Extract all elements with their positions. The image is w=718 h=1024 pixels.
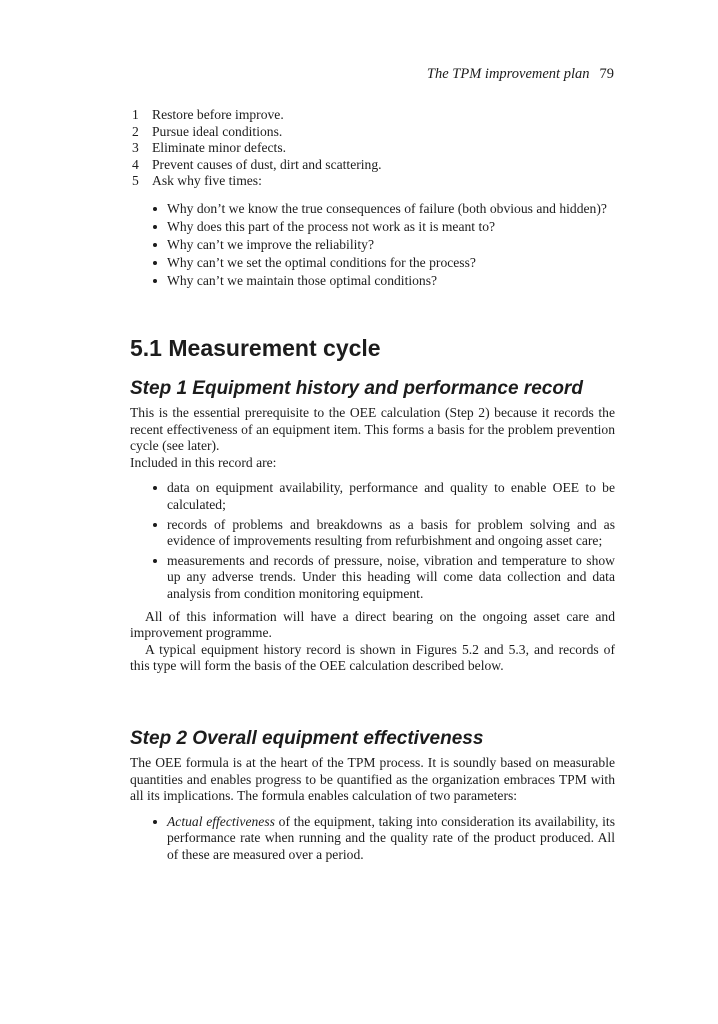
section-heading: 5.1 Measurement cycle: [130, 335, 381, 361]
step1-bullet-item: [150, 553, 615, 603]
list-item-text: Restore before improve.: [152, 107, 284, 122]
list-number: 4: [132, 156, 139, 172]
running-header: [427, 66, 614, 83]
step1-intro-paragraph: This is the essential prerequisite to the OEE calculation (Step 2) because it records the recent effectiveness of an equipment item. This forms a basis for the problem prevention cycle (see later).: [130, 405, 615, 454]
running-header-title: The TPM improvement plan: [426, 66, 590, 82]
bullet-icon: [153, 279, 157, 283]
list-number: 5: [132, 173, 139, 189]
step1-bullet-item: [150, 517, 615, 550]
numbered-list-item: [130, 173, 615, 190]
step1-bullet-list: [130, 480, 615, 602]
numbered-list-item: [130, 107, 615, 124]
why-list-text: Why don’t we know the true consequences of failure (both obvious and hidden)?: [167, 201, 607, 216]
bullet-icon: [153, 207, 157, 211]
why-list-item: [150, 219, 615, 236]
step2-bullet-text: of the equipment, taking into consideration its availability, its performance rate when running and the quality rate of the product produced. All of these are measured over a period.: [167, 813, 615, 862]
step1-bullet-text: data on equipment availability, performance and quality to enable OEE to be calculated;: [167, 480, 615, 512]
step1-body: [130, 405, 615, 675]
bullet-icon: [153, 261, 157, 265]
step1-heading: Step 1 Equipment history and performance record: [130, 378, 583, 399]
numbered-list-item: [130, 124, 615, 141]
bullet-icon: [153, 486, 157, 490]
why-list: [150, 201, 615, 291]
step1-paragraph-3: A typical equipment history record is shown in Figures 5.2 and 5.3, and records of this type will form the basis of the OEE calculation described below.: [130, 641, 615, 674]
page-number: 79: [599, 66, 614, 82]
why-list-text: Why can’t we maintain those optimal conditions?: [167, 273, 438, 289]
list-number: 1: [132, 107, 139, 122]
why-list-text: Why can’t we improve the reliability?: [167, 237, 374, 253]
bullet-icon: [153, 523, 157, 527]
list-item-text: Eliminate minor defects.: [152, 140, 287, 156]
step2-bullet-item: [150, 814, 615, 864]
why-list-item: [150, 273, 615, 290]
why-list-item: [150, 201, 615, 218]
why-list-item: [150, 237, 615, 254]
step1-paragraph-2: All of this information will have a direct bearing on the ongoing asset care and improvement programme.: [130, 608, 615, 641]
why-list-item: [150, 255, 615, 272]
why-list-text: Why does this part of the process not work as it is meant to?: [167, 219, 496, 235]
numbered-list-item: [130, 140, 615, 157]
numbered-list: [130, 107, 615, 190]
list-item-text: Prevent causes of dust, dirt and scattering.: [152, 156, 382, 172]
step1-included-label: Included in this record are:: [130, 454, 277, 470]
step2-body: [130, 755, 615, 867]
bullet-icon: [153, 820, 157, 824]
list-number: 3: [132, 140, 139, 156]
step2-heading: Step 2 Overall equipment effectiveness: [130, 728, 484, 749]
numbered-list-item: [130, 157, 615, 174]
step2-bullet-list: [130, 814, 615, 864]
step2-intro-paragraph: The OEE formula is at the heart of the TPM process. It is soundly based on measurable quantities and enables progress to be quantified as the organization embraces TPM with all its implications. The formula enables calculation of two parameters:: [130, 755, 615, 804]
bullet-icon: [153, 243, 157, 247]
list-item-text: Pursue ideal conditions.: [152, 123, 283, 139]
step1-bullet-item: [150, 480, 615, 513]
step1-bullet-text: measurements and records of pressure, noise, vibration and temperature to show up any adverse trends. Under this heading will come data collection and data analysis from condition monitoring equipment.: [167, 552, 615, 601]
bullet-icon: [153, 225, 157, 229]
why-list-text: Why can’t we set the optimal conditions for the process?: [167, 255, 476, 271]
step1-bullet-text: records of problems and breakdowns as a basis for problem solving and as evidence of improvements resulting from refurbishment and ongoing asset care;: [167, 516, 615, 549]
list-number: 2: [132, 123, 139, 139]
bullet-icon: [153, 559, 157, 563]
step2-bullet-term: Actual effectiveness: [167, 813, 275, 829]
list-item-text: Ask why five times:: [152, 173, 262, 189]
